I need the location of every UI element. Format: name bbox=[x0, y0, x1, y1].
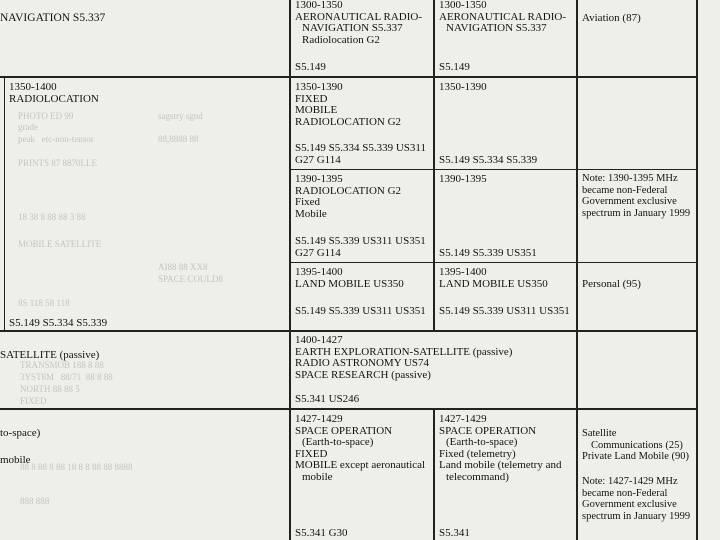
allocation: NAVIGATION S5.337 bbox=[446, 22, 547, 34]
fed-band-1390 bbox=[295, 174, 401, 220]
ghost-text: 88 8 88 8 88 18 8 8 88 88 8888 bbox=[20, 462, 133, 472]
allocation: SPACE OPERATION bbox=[295, 424, 393, 437]
allocation: FIXED bbox=[295, 92, 328, 105]
table-rule bbox=[290, 169, 697, 170]
note-1390 bbox=[582, 173, 690, 219]
footnote: S5.149 S5.339 US351 bbox=[439, 247, 537, 259]
footnote: S5.149 bbox=[439, 61, 470, 73]
allocation: Radiolocation G2 bbox=[302, 33, 380, 46]
ghost-text: peak etc-non-tensor bbox=[18, 134, 94, 144]
left-band-1427-line2: mobile bbox=[0, 454, 31, 466]
rule-part-line: Communications (25) bbox=[591, 439, 683, 451]
ghost-text: 3YST8M 88/71 88 8 88 bbox=[20, 372, 113, 382]
allocation: AERONAUTICAL RADIO- bbox=[439, 10, 566, 23]
freq-range: 1350-1390 bbox=[439, 81, 487, 93]
left-top-label: NAVIGATION S5.337 bbox=[0, 12, 106, 24]
footnote: S5.149 S5.339 US311 US351 bbox=[439, 305, 570, 317]
ghost-text: AI88 88 XX8 bbox=[158, 262, 208, 272]
freq-range: 1390-1395 bbox=[439, 173, 487, 185]
table-rule bbox=[4, 78, 5, 330]
ghost-text: 88,8888 88 bbox=[158, 134, 199, 144]
freq-range: 1350-1400 bbox=[9, 81, 57, 93]
note-line: Government exclusive bbox=[582, 196, 677, 207]
freq-range: 1390-1395 bbox=[295, 173, 343, 185]
ghost-text: FIXED bbox=[20, 396, 47, 406]
allocation: Fixed (telemetry) bbox=[439, 447, 516, 460]
allocation: Land mobile (telemetry and bbox=[439, 459, 562, 471]
table-rule bbox=[433, 0, 435, 331]
allocation: AERONAUTICAL RADIO- bbox=[295, 10, 422, 23]
footnote: S5.149 bbox=[295, 61, 326, 73]
note-line: became non-Federal bbox=[582, 184, 668, 196]
table-rule bbox=[433, 409, 435, 540]
table-rule bbox=[0, 76, 697, 78]
freq-range: 1395-1400 bbox=[295, 266, 343, 278]
allocation: RADIO ASTRONOMY US74 bbox=[295, 357, 430, 369]
note-1427 bbox=[582, 476, 690, 522]
fed-band-1350 bbox=[295, 82, 401, 128]
left-band-1350 bbox=[9, 82, 99, 105]
allocation: RADIOLOCATION G2 bbox=[295, 115, 402, 128]
note-line: Note: 1427-1429 MHz bbox=[582, 476, 678, 487]
nonfed-band-1395 bbox=[439, 267, 548, 290]
ghost-text: grade bbox=[18, 122, 38, 132]
ghost-text: SPACE COULD8 bbox=[158, 274, 223, 284]
footnote: G27 G114 bbox=[295, 153, 341, 166]
left-band-1400: SATELLITE (passive) bbox=[0, 349, 100, 361]
shared-band-1400 bbox=[295, 335, 512, 381]
ghost-text: TRANSMOB 188 8 88 bbox=[20, 360, 104, 370]
note-line: Note: 1390-1395 MHz bbox=[582, 173, 678, 184]
freq-range: 1300-1350 bbox=[295, 0, 343, 11]
ghost-text: 18 38 8 88 88 3 88 bbox=[18, 212, 86, 222]
allocation: FIXED bbox=[295, 447, 328, 460]
note-line: spectrum in January 1999 bbox=[582, 510, 691, 522]
footnote-block bbox=[295, 143, 426, 166]
footnote: S5.149 S5.334 S5.339 bbox=[9, 317, 108, 329]
note-line: became non-Federal bbox=[582, 487, 668, 499]
rule-part-line: Private Land Mobile (90) bbox=[582, 451, 690, 462]
rule-part-aviation: Aviation (87) bbox=[582, 12, 641, 24]
allocation: (Earth-to-space) bbox=[302, 436, 374, 448]
allocation: EARTH EXPLORATION-SATELLITE (passive) bbox=[295, 345, 513, 358]
note-line: Government exclusive bbox=[582, 499, 677, 510]
allocation: RADIOLOCATION G2 bbox=[295, 184, 402, 197]
ghost-text: 8S 118 58 118 bbox=[18, 298, 70, 308]
allocation: RADIOLOCATION bbox=[9, 92, 99, 105]
freq-range: 1400-1427 bbox=[295, 334, 343, 346]
footnote: S5.341 G30 bbox=[295, 527, 348, 539]
table-rule bbox=[0, 330, 697, 332]
footnote: S5.341 US246 bbox=[295, 393, 360, 405]
footnote: S5.149 S5.339 US311 US351 bbox=[295, 235, 426, 247]
ghost-text: MOBILE SATELLITE bbox=[18, 239, 102, 249]
allocation: mobile bbox=[302, 470, 333, 483]
fed-band-1395 bbox=[295, 267, 404, 290]
rule-part-satcom bbox=[582, 428, 689, 463]
ghost-text: sagstry sgnd bbox=[158, 111, 203, 121]
allocation: Mobile bbox=[295, 207, 327, 220]
allocation: SPACE OPERATION bbox=[439, 424, 537, 437]
fed-band-1427 bbox=[295, 414, 425, 483]
rule-part-line: Satellite bbox=[582, 428, 617, 439]
table-rule bbox=[696, 0, 698, 540]
ghost-text: NORTH 88 88 5 bbox=[20, 384, 80, 394]
note-line: spectrum in January 1999 bbox=[582, 207, 691, 219]
rule-part-personal: Personal (95) bbox=[582, 278, 641, 290]
allocation: NAVIGATION S5.337 bbox=[302, 22, 403, 34]
ghost-text: PHOTO ED 99 bbox=[18, 111, 78, 121]
nonfed-band-1427 bbox=[439, 414, 561, 483]
freq-range: 1427-1429 bbox=[295, 413, 343, 425]
table-rule bbox=[289, 0, 291, 540]
allocation: telecommand) bbox=[446, 470, 509, 483]
footnote: S5.149 S5.339 US311 US351 bbox=[295, 305, 426, 317]
allocation: MOBILE except aeronautical bbox=[295, 459, 426, 471]
left-band-1427-line1: to-space) bbox=[0, 427, 41, 439]
allocation: LAND MOBILE US350 bbox=[439, 277, 548, 290]
ghost-text: 888 888 bbox=[20, 496, 50, 506]
freq-range: 1300-1350 bbox=[439, 0, 487, 11]
table-rule bbox=[0, 408, 697, 410]
allocation: LAND MOBILE US350 bbox=[295, 277, 404, 290]
ghost-text: PRINTS 87 8870LLE bbox=[18, 158, 98, 168]
nonfed-band-1300 bbox=[439, 0, 566, 35]
fed-band-1300 bbox=[295, 0, 422, 46]
footnote-block bbox=[295, 236, 426, 259]
allocation: (Earth-to-space) bbox=[446, 436, 518, 448]
allocation: SPACE RESEARCH (passive) bbox=[295, 368, 431, 381]
footnote: S5.149 S5.334 S5.339 US311 bbox=[295, 142, 427, 154]
footnote: S5.341 bbox=[439, 527, 470, 539]
allocation: MOBILE bbox=[295, 104, 338, 116]
freq-range: 1427-1429 bbox=[439, 413, 487, 425]
freq-range: 1395-1400 bbox=[439, 266, 487, 278]
table-rule bbox=[576, 0, 578, 540]
table-rule bbox=[290, 262, 697, 263]
footnote: S5.149 S5.334 S5.339 bbox=[439, 154, 538, 166]
freq-range: 1350-1390 bbox=[295, 81, 343, 93]
allocation: Fixed bbox=[295, 196, 321, 208]
footnote: G27 G114 bbox=[295, 246, 341, 259]
